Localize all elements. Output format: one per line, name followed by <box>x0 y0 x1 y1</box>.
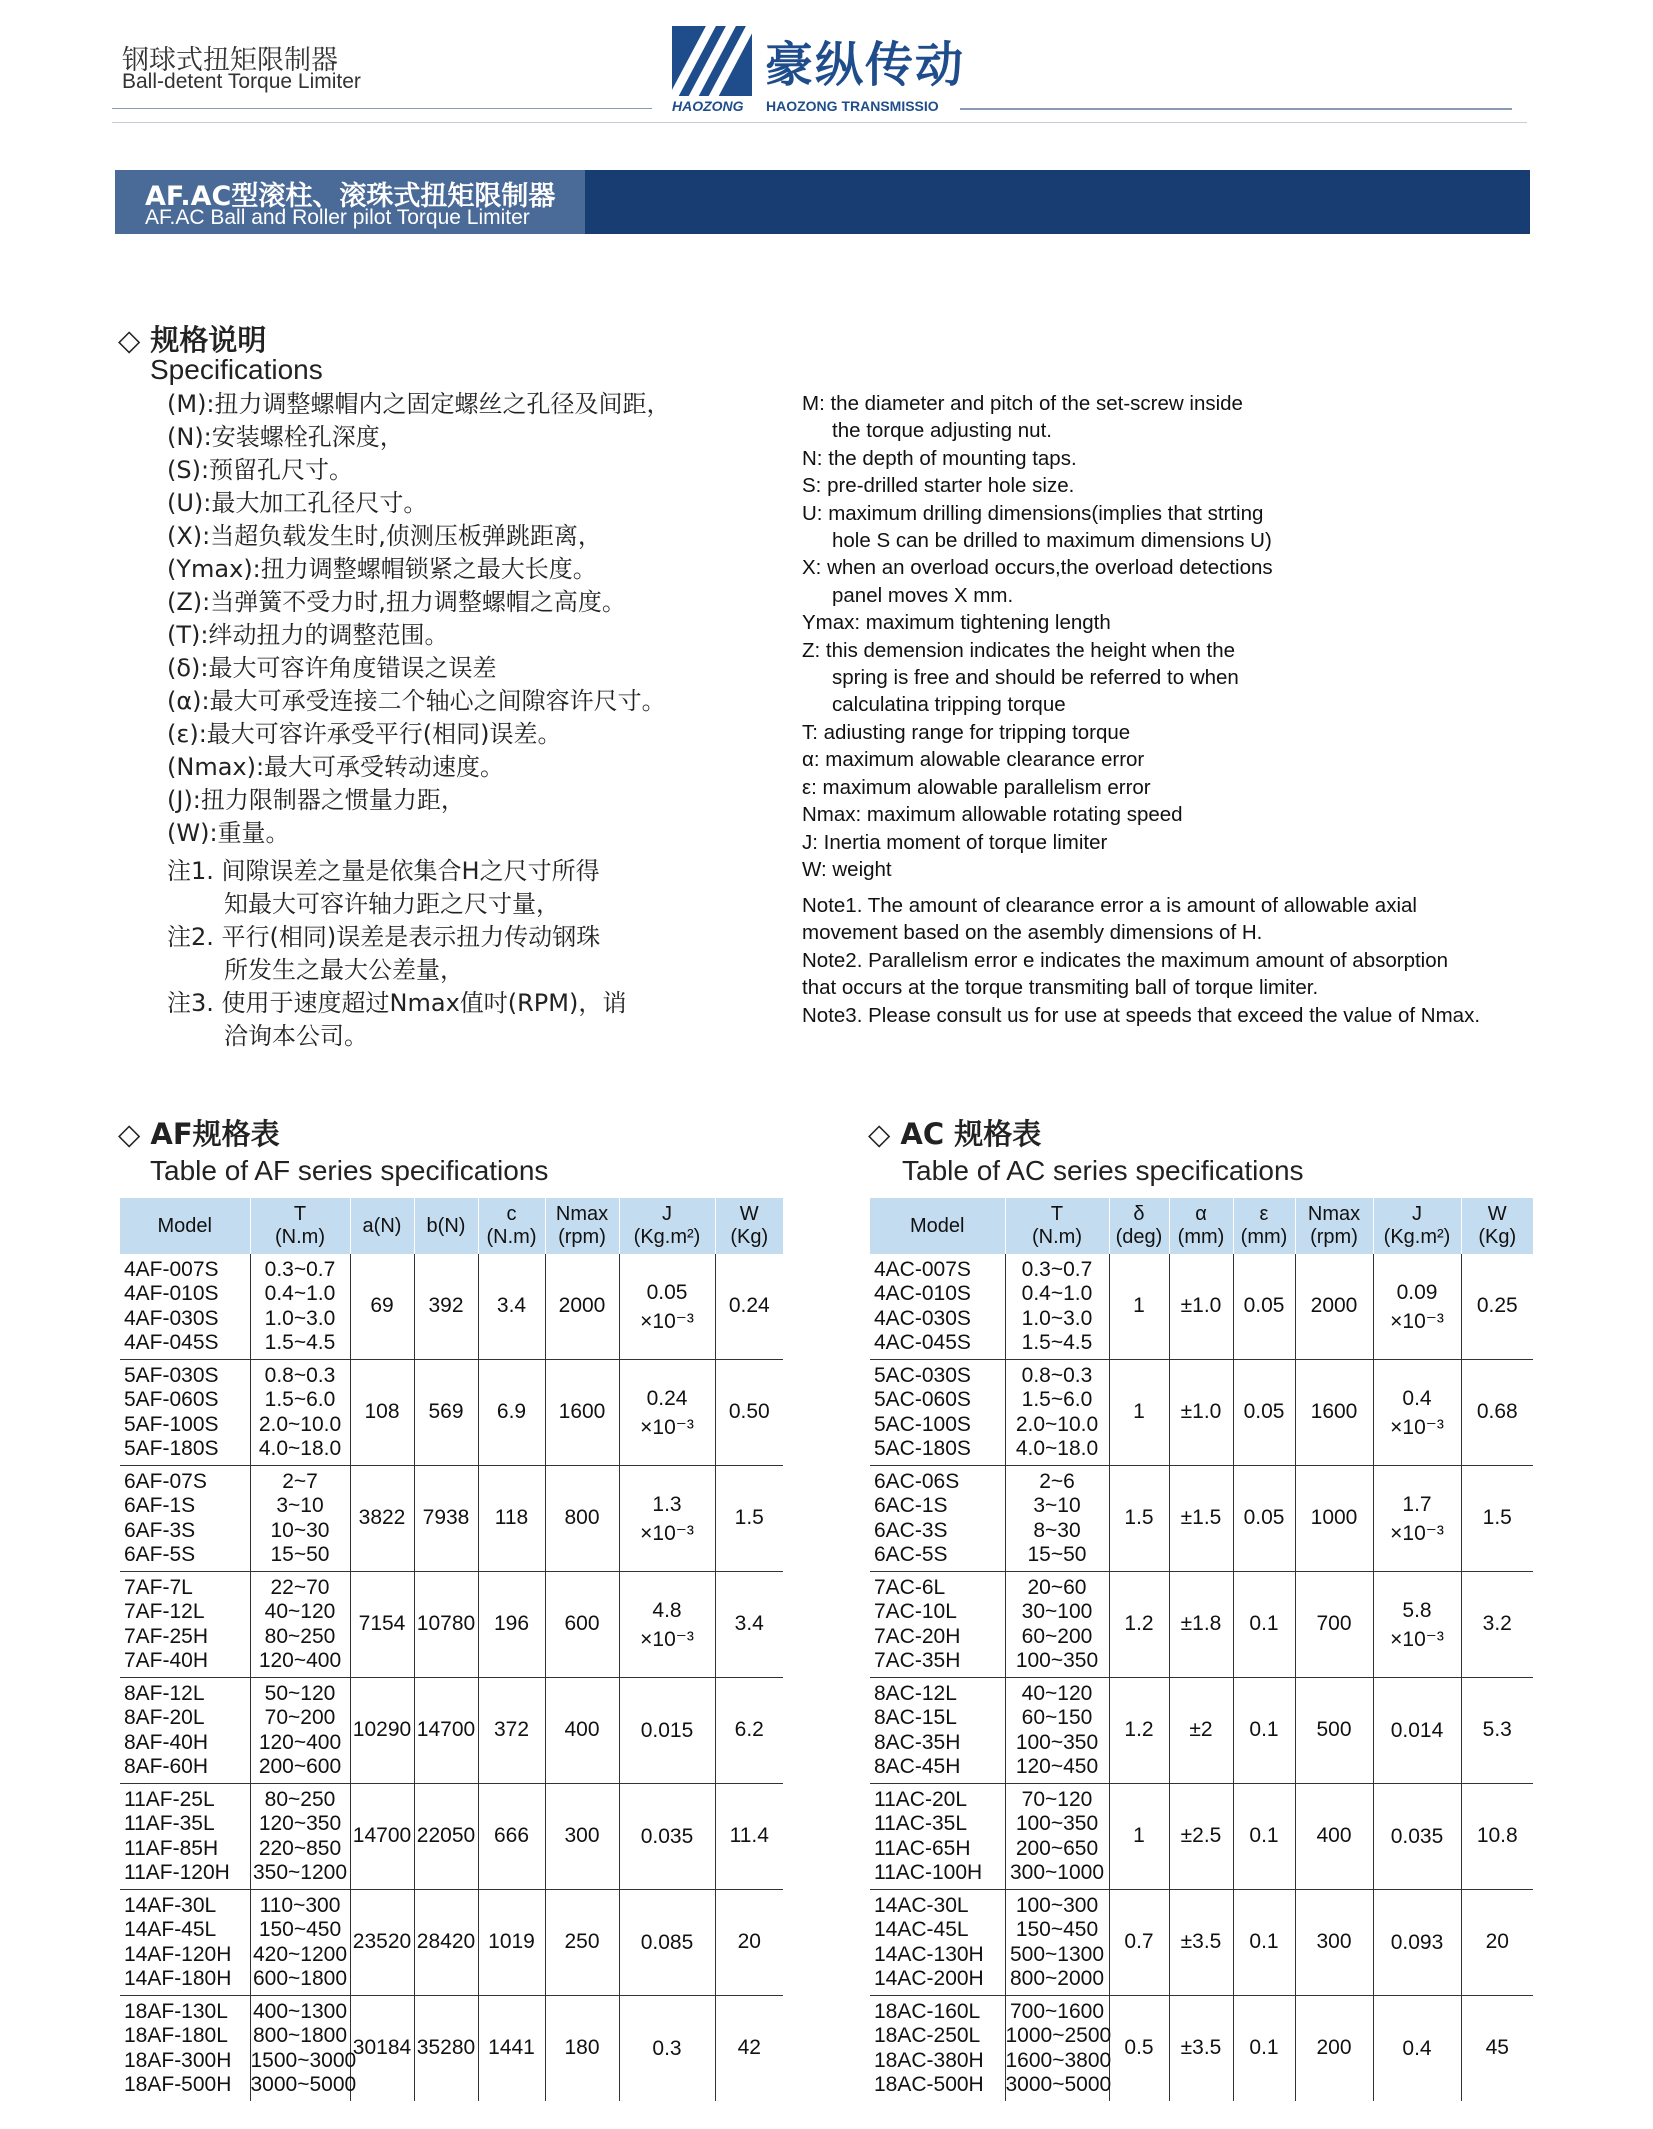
table-row <box>120 1572 783 1678</box>
cell-ep: 0.05 <box>1233 1360 1295 1466</box>
ac-heading-en: Table of AC series specifications <box>902 1155 1304 1186</box>
cell-models: 6AF-07S 6AF-1S 6AF-3S 6AF-5S <box>120 1466 250 1572</box>
table-row <box>870 1572 1533 1678</box>
banner-title-en: AF.AC Ball and Roller pilot Torque Limiter <box>145 206 530 229</box>
cell-models: 11AF-25L 11AF-35L 11AF-85H 11AF-120H <box>120 1784 250 1890</box>
cell-j: 0.24 ×10⁻³ <box>619 1360 715 1466</box>
cell-j: 5.8 ×10⁻³ <box>1373 1572 1461 1678</box>
column-header: T (N.m) <box>250 1198 350 1254</box>
cell-j: 4.8 ×10⁻³ <box>619 1572 715 1678</box>
spec-item-cn: (α):最大可承受连接二个轴心之间隙容许尺寸。 <box>167 687 666 715</box>
note-en-line: Note1. The amount of clearance error a is amount of allowable axial <box>802 894 1417 917</box>
cell-d: 0.5 <box>1109 1996 1169 2102</box>
spec-item-en: W: weight <box>802 857 892 881</box>
cell-al: ±1.8 <box>1169 1572 1233 1678</box>
spec-item-en: the torque adjusting nut. <box>832 419 1052 443</box>
cell-a: 69 <box>350 1254 414 1360</box>
spec-item-cn: (J):扭力限制器之惯量力距， <box>167 786 465 814</box>
table-row <box>120 1678 783 1784</box>
header-rule-right <box>960 108 1512 110</box>
note-cn-line: 知最大可容许轴力距之尺寸量， <box>224 890 560 918</box>
cell-ep: 0.1 <box>1233 1890 1295 1996</box>
cell-w: 0.50 <box>715 1360 783 1466</box>
cell-models: 14AF-30L 14AF-45L 14AF-120H 14AF-180H <box>120 1890 250 1996</box>
cell-a: 7154 <box>350 1572 414 1678</box>
cell-a: 3822 <box>350 1466 414 1572</box>
note-en-line: that occurs at the torque transmiting ball of torque limiter. <box>802 976 1319 1000</box>
spec-item-en: M: the diameter and pitch of the set-screw inside <box>802 392 1243 415</box>
cell-models: 7AF-7L 7AF-12L 7AF-25H 7AF-40H <box>120 1572 250 1678</box>
table-row <box>870 1254 1533 1360</box>
cell-nmax: 250 <box>545 1890 619 1996</box>
cell-j: 1.7 ×10⁻³ <box>1373 1466 1461 1572</box>
cell-d: 1 <box>1109 1360 1169 1466</box>
column-header: J (Kg.m²) <box>1373 1198 1461 1254</box>
column-header: Nmax (rpm) <box>1295 1198 1373 1254</box>
cell-j: 0.035 <box>619 1784 715 1890</box>
cell-nmax: 2000 <box>1295 1254 1373 1360</box>
cell-al: ±2.5 <box>1169 1784 1233 1890</box>
specs-heading-cn: ◇ 规格说明 <box>118 323 267 357</box>
cell-c: 3.4 <box>478 1254 545 1360</box>
cell-a: 10290 <box>350 1678 414 1784</box>
cell-d: 1.5 <box>1109 1466 1169 1572</box>
cell-models: 14AC-30L 14AC-45L 14AC-130H 14AC-200H <box>870 1890 1005 1996</box>
specs-cn-notes <box>167 855 626 1053</box>
category-title-cn: 钢球式扭矩限制器 <box>122 45 338 76</box>
spec-item-en: U: maximum drilling dimensions(implies that strting <box>802 501 1264 525</box>
table-row <box>870 1996 1533 2102</box>
column-header: α (mm) <box>1169 1198 1233 1254</box>
cell-t: 400~1300 800~1800 1500~3000 3000~5000 <box>250 1996 350 2102</box>
cell-nmax: 1600 <box>545 1360 619 1466</box>
spec-item-cn: (U):最大加工孔径尺寸。 <box>167 489 428 517</box>
cell-nmax: 700 <box>1295 1572 1373 1678</box>
spec-item-cn: (δ):最大可容许角度错误之误差 <box>167 654 497 682</box>
cell-t: 20~60 30~100 60~200 100~350 <box>1005 1572 1109 1678</box>
column-header: T (N.m) <box>1005 1198 1109 1254</box>
spec-item-en: hole S can be drilled to maximum dimensions U) <box>832 529 1272 553</box>
cell-nmax: 800 <box>545 1466 619 1572</box>
cell-j: 0.085 <box>619 1890 715 1996</box>
spec-item-cn: (N):安装螺栓孔深度， <box>167 423 404 451</box>
cell-nmax: 200 <box>1295 1996 1373 2102</box>
cell-t: 2~7 3~10 10~30 15~50 <box>250 1466 350 1572</box>
cell-t: 2~6 3~10 8~30 15~50 <box>1005 1466 1109 1572</box>
cell-t: 70~120 100~350 200~650 300~1000 <box>1005 1784 1109 1890</box>
note-cn-line: 注3. 使用于速度超过Nmax值吋(RPM)，诮 <box>167 989 627 1017</box>
cell-c: 1019 <box>478 1890 545 1996</box>
af-heading-cn: ◇ AF规格表 <box>118 1117 280 1151</box>
spec-item-en: calculatina tripping torque <box>832 693 1066 717</box>
spec-item-cn: (X):当超负载发生时,侦测压板弹跳距离， <box>167 522 602 550</box>
column-header: W (Kg) <box>715 1198 783 1254</box>
cell-models: 7AC-6L 7AC-10L 7AC-20H 7AC-35H <box>870 1572 1005 1678</box>
cell-t: 700~1600 1000~2500 1600~3800 3000~5000 <box>1005 1996 1109 2102</box>
cell-ep: 0.1 <box>1233 1678 1295 1784</box>
spec-item-cn: (Nmax):最大可承受转动速度。 <box>167 753 505 781</box>
spec-item-en: T: adiusting range for tripping torque <box>802 720 1131 744</box>
ac-heading-cn: ◇ AC 规格表 <box>868 1117 1042 1151</box>
specs-cn-list <box>167 388 671 850</box>
cell-t: 50~120 70~200 120~400 200~600 <box>250 1678 350 1784</box>
brand-tagline-en: HAOZONG TRANSMISSIO <box>766 98 939 114</box>
note-cn-line: 注2. 平行(相同)误差是表示扭力传动钢珠 <box>167 923 601 951</box>
cell-nmax: 1600 <box>1295 1360 1373 1466</box>
cell-nmax: 500 <box>1295 1678 1373 1784</box>
cell-a: 14700 <box>350 1784 414 1890</box>
table-row <box>870 1360 1533 1466</box>
cell-b: 35280 <box>414 1996 478 2102</box>
cell-models: 5AF-030S 5AF-060S 5AF-100S 5AF-180S <box>120 1360 250 1466</box>
cell-b: 7938 <box>414 1466 478 1572</box>
cell-j: 0.4 ×10⁻³ <box>1373 1360 1461 1466</box>
column-header: Model <box>870 1198 1005 1254</box>
header-divider <box>112 122 1527 123</box>
cell-w: 0.25 <box>1461 1254 1533 1360</box>
cell-t: 100~300 150~450 500~1300 800~2000 <box>1005 1890 1109 1996</box>
cell-d: 1 <box>1109 1784 1169 1890</box>
table-row <box>870 1890 1533 1996</box>
cell-w: 20 <box>1461 1890 1533 1996</box>
cell-j: 0.4 <box>1373 1996 1461 2102</box>
cell-ep: 0.1 <box>1233 1784 1295 1890</box>
cell-t: 110~300 150~450 420~1200 600~1800 <box>250 1890 350 1996</box>
table-row <box>870 1678 1533 1784</box>
spec-item-en: Ymax: maximum tightening length <box>802 611 1111 635</box>
cell-j: 0.05 ×10⁻³ <box>619 1254 715 1360</box>
spec-item-en: panel moves X mm. <box>832 583 1014 607</box>
cell-a: 30184 <box>350 1996 414 2102</box>
note-cn-line: 注1. 间隙误差之量是依集合H之尺寸所得 <box>167 857 600 885</box>
cell-models: 5AC-030S 5AC-060S 5AC-100S 5AC-180S <box>870 1360 1005 1466</box>
spec-item-cn: (ε):最大可容许承受平行(相同)误差。 <box>167 720 562 748</box>
cell-w: 0.24 <box>715 1254 783 1360</box>
cell-w: 6.2 <box>715 1678 783 1784</box>
column-header: δ (deg) <box>1109 1198 1169 1254</box>
note-cn-line: 所发生之最大公差量， <box>224 956 464 984</box>
cell-models: 4AC-007S 4AC-010S 4AC-030S 4AC-045S <box>870 1254 1005 1360</box>
cell-c: 6.9 <box>478 1360 545 1466</box>
spec-item-cn: (M):扭力调整螺帽内之固定螺丝之孔径及间距， <box>167 390 671 418</box>
table-row <box>120 1996 783 2102</box>
column-header: a(N) <box>350 1198 414 1254</box>
spec-item-en: Z: this demension indicates the height when the <box>802 638 1236 662</box>
cell-al: ±3.5 <box>1169 1996 1233 2102</box>
column-header: W (Kg) <box>1461 1198 1533 1254</box>
cell-models: 18AF-130L 18AF-180L 18AF-300H 18AF-500H <box>124 1999 232 2096</box>
cell-c: 196 <box>478 1572 545 1678</box>
cell-t: 0.3~0.7 0.4~1.0 1.0~3.0 1.5~4.5 <box>250 1254 350 1360</box>
cell-al: ±2 <box>1169 1678 1233 1784</box>
cell-b: 569 <box>414 1360 478 1466</box>
header-rule-left <box>112 108 652 109</box>
cell-w: 10.8 <box>1461 1784 1533 1890</box>
table-row <box>120 1784 783 1890</box>
cell-w: 42 <box>715 1996 783 2102</box>
table-row <box>870 1784 1533 1890</box>
cell-b: 14700 <box>414 1678 478 1784</box>
cell-t: 0.3~0.7 0.4~1.0 1.0~3.0 1.5~4.5 <box>1005 1254 1109 1360</box>
column-header: b(N) <box>414 1198 478 1254</box>
cell-d: 1.2 <box>1109 1678 1169 1784</box>
cell-j: 1.3 ×10⁻³ <box>619 1466 715 1572</box>
cell-j: 0.3 <box>619 1996 715 2102</box>
cell-t: 0.8~0.3 1.5~6.0 2.0~10.0 4.0~18.0 <box>250 1360 350 1466</box>
cell-nmax: 400 <box>545 1678 619 1784</box>
af-heading-en: Table of AF series specifications <box>150 1155 549 1186</box>
cell-c: 372 <box>478 1678 545 1784</box>
table-row <box>120 1254 783 1360</box>
specs-en-notes <box>802 892 1480 1029</box>
cell-c: 1441 <box>478 1996 545 2102</box>
note-cn-line: 洽询本公司。 <box>224 1022 368 1050</box>
cell-b: 28420 <box>414 1890 478 1996</box>
ac-spec-table <box>870 1198 1533 2101</box>
cell-models: 18AC-160L 18AC-250L 18AC-380H 18AC-500H <box>874 1999 984 2096</box>
cell-w: 1.5 <box>1461 1466 1533 1572</box>
spec-item-en: α: maximum alowable clearance error <box>802 748 1145 772</box>
table-row <box>120 1360 783 1466</box>
cell-nmax: 180 <box>545 1996 619 2102</box>
cell-c: 666 <box>478 1784 545 1890</box>
cell-j: 0.09 ×10⁻³ <box>1373 1254 1461 1360</box>
cell-models: 8AF-12L 8AF-20L 8AF-40H 8AF-60H <box>120 1678 250 1784</box>
cell-d: 0.7 <box>1109 1890 1169 1996</box>
cell-w: 0.68 <box>1461 1360 1533 1466</box>
cell-w: 1.5 <box>715 1466 783 1572</box>
cell-models: 6AC-06S 6AC-1S 6AC-3S 6AC-5S <box>870 1466 1005 1572</box>
brand-name-en: HAOZONG <box>672 98 744 114</box>
spec-item-en: ε: maximum alowable parallelism error <box>802 775 1151 799</box>
cell-t: 22~70 40~120 80~250 120~400 <box>250 1572 350 1678</box>
spec-item-en: spring is free and should be referred to when <box>832 666 1239 690</box>
cell-t: 0.8~0.3 1.5~6.0 2.0~10.0 4.0~18.0 <box>1005 1360 1109 1466</box>
brand-logo-icon <box>672 26 752 96</box>
cell-w: 3.2 <box>1461 1572 1533 1678</box>
cell-c: 118 <box>478 1466 545 1572</box>
cell-nmax: 300 <box>1295 1890 1373 1996</box>
cell-t: 80~250 120~350 220~850 350~1200 <box>250 1784 350 1890</box>
spec-item-cn: (S):预留孔尺寸。 <box>167 456 354 484</box>
specs-heading-en: Specifications <box>150 354 323 385</box>
cell-al: ±1.0 <box>1169 1254 1233 1360</box>
spec-item-en: S: pre-drilled starter hole size. <box>802 474 1075 498</box>
cell-w: 3.4 <box>715 1572 783 1678</box>
cell-nmax: 1000 <box>1295 1466 1373 1572</box>
table-row <box>870 1466 1533 1572</box>
column-header: Model <box>120 1198 250 1254</box>
spec-item-cn: (Z):当弹簧不受力时,扭力调整螺帽之高度。 <box>167 588 626 616</box>
column-header: ε (mm) <box>1233 1198 1295 1254</box>
cell-t: 40~120 60~150 100~350 120~450 <box>1005 1678 1109 1784</box>
cell-j: 0.014 <box>1373 1678 1461 1784</box>
cell-al: ±1.5 <box>1169 1466 1233 1572</box>
cell-b: 10780 <box>414 1572 478 1678</box>
cell-j: 0.093 <box>1373 1890 1461 1996</box>
cell-models: 4AF-007S 4AF-010S 4AF-030S 4AF-045S <box>120 1254 250 1360</box>
category-title-en: Ball-detent Torque Limiter <box>122 70 361 93</box>
spec-item-en: X: when an overload occurs,the overload detections <box>802 556 1273 580</box>
cell-al: ±3.5 <box>1169 1890 1233 1996</box>
cell-w: 5.3 <box>1461 1678 1533 1784</box>
cell-ep: 0.05 <box>1233 1466 1295 1572</box>
note-en-line: Note2. Parallelism error e indicates the maximum amount of absorption <box>802 948 1449 972</box>
cell-models: 11AC-20L 11AC-35L 11AC-65H 11AC-100H <box>870 1784 1005 1890</box>
cell-nmax: 2000 <box>545 1254 619 1360</box>
cell-ep: 0.1 <box>1233 1572 1295 1678</box>
spec-item-cn: (W):重量。 <box>167 819 290 847</box>
cell-j: 0.015 <box>619 1678 715 1784</box>
cell-a: 23520 <box>350 1890 414 1996</box>
cell-ep: 0.1 <box>1233 1996 1295 2102</box>
table-row <box>120 1466 783 1572</box>
cell-a: 108 <box>350 1360 414 1466</box>
cell-w: 45 <box>1461 1996 1533 2102</box>
cell-w: 20 <box>715 1890 783 1996</box>
cell-nmax: 400 <box>1295 1784 1373 1890</box>
note-en-line: movement based on the asembly dimensions of H. <box>802 921 1263 945</box>
specs-en-list <box>802 390 1273 883</box>
cell-d: 1.2 <box>1109 1572 1169 1678</box>
banner-title-cn: AF.AC型滚柱、滚珠式扭矩限制器 <box>145 181 556 212</box>
brand-name-cn: 豪纵传动 <box>765 37 966 93</box>
cell-b: 392 <box>414 1254 478 1360</box>
cell-w: 11.4 <box>715 1784 783 1890</box>
af-spec-table <box>120 1198 783 2101</box>
note-en-line: Note3. Please consult us for use at speeds that exceed the value of Nmax. <box>802 1003 1481 1027</box>
cell-nmax: 300 <box>545 1784 619 1890</box>
cell-ep: 0.05 <box>1233 1254 1295 1360</box>
cell-j: 0.035 <box>1373 1784 1461 1890</box>
cell-d: 1 <box>1109 1254 1169 1360</box>
spec-item-cn: (Ymax):扭力调整螺帽锁紧之最大长度。 <box>167 555 597 583</box>
table-row <box>120 1890 783 1996</box>
column-header: c (N.m) <box>478 1198 545 1254</box>
column-header: J (Kg.m²) <box>619 1198 715 1254</box>
spec-item-en: Nmax: maximum allowable rotating speed <box>802 803 1183 827</box>
spec-item-cn: (T):绊动扭力的调整范围。 <box>167 621 449 649</box>
spec-item-en: J: Inertia moment of torque limiter <box>802 830 1108 854</box>
cell-b: 22050 <box>414 1784 478 1890</box>
cell-al: ±1.0 <box>1169 1360 1233 1466</box>
cell-models: 8AC-12L 8AC-15L 8AC-35H 8AC-45H <box>870 1678 1005 1784</box>
spec-item-en: N: the depth of mounting taps. <box>802 446 1077 470</box>
column-header: Nmax (rpm) <box>545 1198 619 1254</box>
cell-nmax: 600 <box>545 1572 619 1678</box>
section-banner <box>115 170 1530 234</box>
